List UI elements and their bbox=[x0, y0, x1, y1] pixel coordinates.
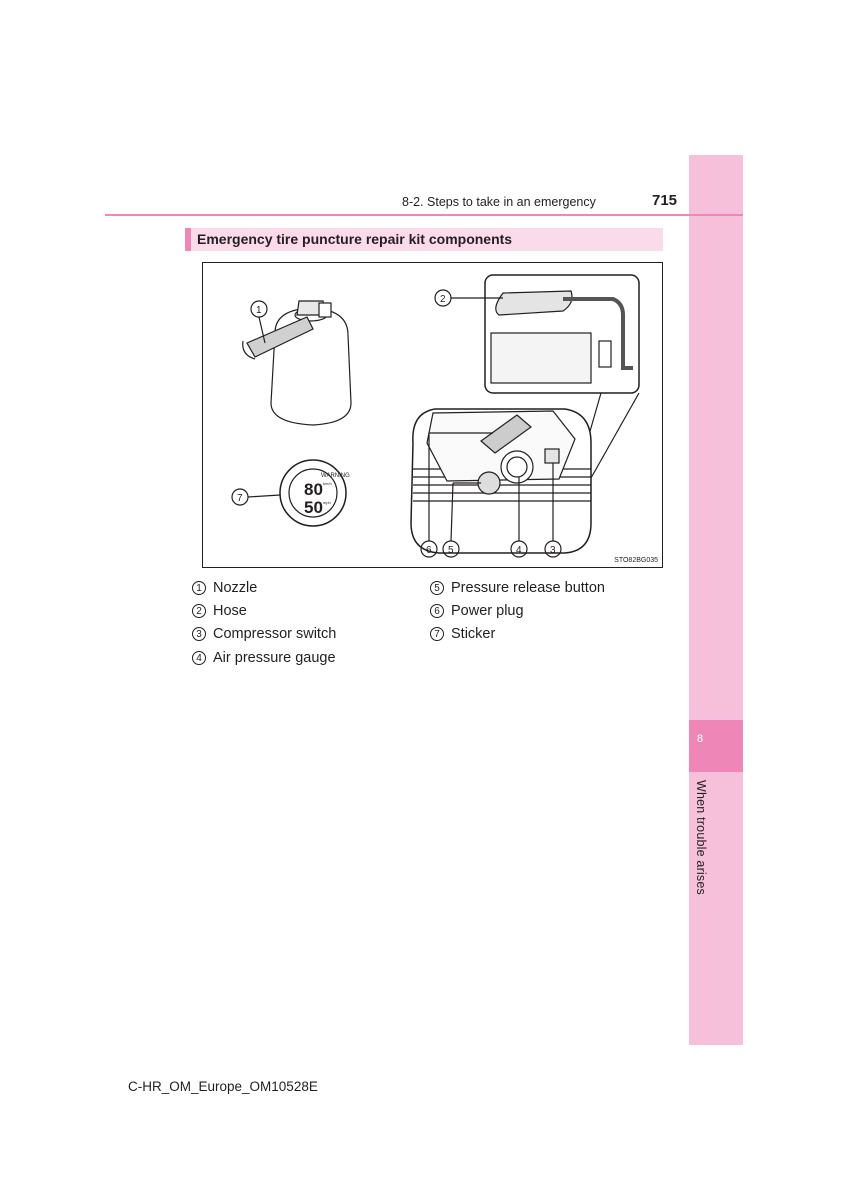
hose-compartment-inset bbox=[485, 275, 639, 393]
sticker-speed-mph: 50 bbox=[304, 498, 323, 517]
legend-item-nozzle bbox=[192, 580, 257, 596]
chapter-number-box bbox=[689, 720, 743, 772]
page-heading: Emergency tire puncture repair kit components bbox=[197, 231, 513, 247]
legend-number: 4 bbox=[192, 651, 206, 665]
heading-marker bbox=[185, 228, 191, 251]
repair-kit-illustration bbox=[202, 262, 663, 568]
callout-4: 4 bbox=[516, 545, 522, 556]
legend-label: Nozzle bbox=[213, 580, 258, 596]
legend-item-hose bbox=[192, 603, 247, 619]
legend-number: 7 bbox=[430, 627, 444, 641]
callout-3: 3 bbox=[550, 545, 556, 556]
legend-label: Power plug bbox=[451, 603, 524, 619]
legend-number: 1 bbox=[192, 581, 206, 595]
legend-label: Compressor switch bbox=[213, 626, 337, 642]
legend-label: Sticker bbox=[451, 626, 496, 642]
legend-number: 2 bbox=[192, 604, 206, 618]
sticker-drawing bbox=[280, 460, 350, 526]
sticker-unit-kmh: km/h bbox=[323, 481, 332, 486]
section-title: 8-2. Steps to take in an emergency bbox=[402, 195, 596, 209]
callout-6: 6 bbox=[426, 545, 432, 556]
callout-5: 5 bbox=[448, 545, 454, 556]
legend-item-pressure-release-button bbox=[430, 580, 605, 596]
repair-kit-drawing bbox=[203, 263, 664, 569]
chapter-title: When trouble arises bbox=[694, 780, 708, 895]
chapter-side-tab bbox=[689, 155, 743, 1045]
legend-number: 5 bbox=[430, 581, 444, 595]
document-code: C-HR_OM_Europe_OM10528E bbox=[128, 1079, 318, 1094]
legend-item-power-plug bbox=[430, 603, 524, 619]
chapter-number: 8 bbox=[697, 733, 704, 745]
legend-item-compressor-switch bbox=[192, 626, 336, 642]
legend-label: Air pressure gauge bbox=[213, 650, 336, 666]
sticker-speed-kmh: 80 bbox=[304, 480, 323, 499]
legend-item-sticker bbox=[430, 626, 495, 642]
legend-number: 3 bbox=[192, 627, 206, 641]
callout-7: 7 bbox=[237, 493, 243, 504]
callout-2: 2 bbox=[440, 294, 446, 305]
legend-label: Pressure release button bbox=[451, 580, 605, 596]
legend-number: 6 bbox=[430, 604, 444, 618]
figure-code: STO82BG035 bbox=[614, 557, 658, 564]
page-number: 715 bbox=[652, 192, 678, 209]
sticker-unit-mph: mph bbox=[323, 500, 331, 505]
legend-label: Hose bbox=[213, 603, 247, 619]
sticker-warning: WARNING bbox=[321, 473, 350, 479]
callout-1: 1 bbox=[256, 305, 262, 316]
header-rule bbox=[105, 214, 743, 216]
legend-item-air-pressure-gauge bbox=[192, 650, 336, 666]
compressor-drawing bbox=[411, 409, 591, 553]
